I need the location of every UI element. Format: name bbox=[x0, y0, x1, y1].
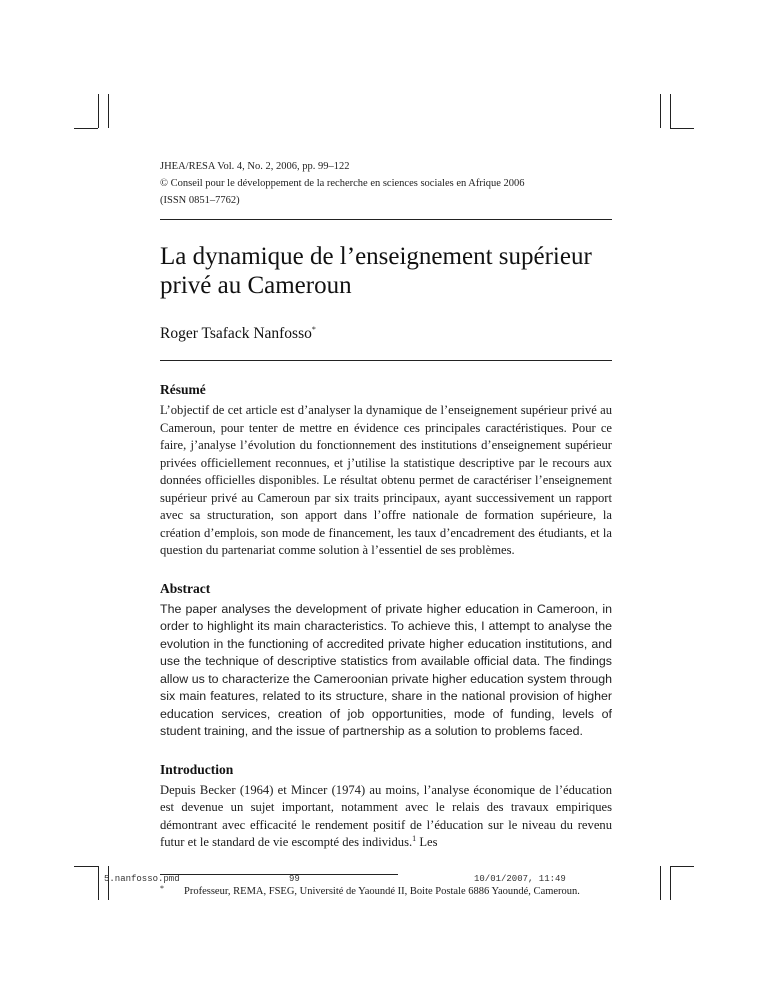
author-note-marker: * bbox=[311, 325, 316, 334]
crop-mark bbox=[670, 128, 694, 129]
footer-page-number: 99 bbox=[289, 874, 300, 884]
crop-mark bbox=[670, 94, 671, 128]
crop-mark bbox=[660, 866, 661, 900]
crop-mark bbox=[670, 866, 671, 900]
header-rule bbox=[160, 219, 612, 220]
footnote-ref: 1 bbox=[412, 833, 417, 843]
footnote-marker: * bbox=[160, 883, 164, 893]
crop-mark bbox=[670, 866, 694, 867]
introduction-tail: Les bbox=[416, 835, 438, 850]
journal-issn: (ISSN 0851–7762) bbox=[160, 195, 240, 206]
footer-filename: 5.nanfosso.pmd bbox=[104, 874, 180, 884]
crop-mark bbox=[98, 866, 99, 900]
footnote-rule bbox=[160, 874, 398, 875]
introduction-heading: Introduction bbox=[160, 761, 234, 777]
introduction-text bbox=[160, 782, 612, 852]
author-line bbox=[160, 325, 612, 343]
article-page bbox=[160, 158, 612, 899]
abstract-text: The paper analyses the development of private higher education in Cameroon, in order to highlight its main characteristics. To achieve this, I attempt to analyse the evolution in the functioning of accredited private higher education institutions, and use the technique of descriptive statistics from available official data. The findings allow us to characterize the Cameroonian private higher education system through six main features, related to its structure, share in the national provision of higher education services, creation of job opportunities, mode of funding, levels of student training, and the issue of partnership as a solution to problems faced. bbox=[160, 601, 612, 739]
introduction-paragraph: Depuis Becker (1964) et Mincer (1974) au moins, l’analyse économique de l’éducation est devenue un sujet important, notamment avec le relais des travaux empiriques démontrant avec efficacité le rendement positif de l’éducation sur le niveau du revenu futur et le standard de vie escompté des individus. bbox=[160, 782, 612, 850]
author-rule bbox=[160, 360, 612, 361]
crop-mark bbox=[660, 94, 661, 128]
footer-timestamp: 10/01/2007, 11:49 bbox=[474, 874, 566, 884]
crop-mark bbox=[108, 94, 109, 128]
author-name: Roger Tsafack Nanfosso bbox=[160, 325, 312, 343]
journal-citation: JHEA/RESA Vol. 4, No. 2, 2006, pp. 99–122 bbox=[160, 161, 350, 172]
crop-mark bbox=[74, 128, 98, 129]
resume-heading: Résumé bbox=[160, 382, 206, 398]
resume-text: L’objectif de cet article est d’analyser la dynamique de l’enseignement supérieur privé au Cameroun, pour tenter de mettre en évidence ces principales caractéristiques. Pour ce faire, j’analyse l’évolution du fonctionnement des institutions d’enseignement supérieur privées officiellement reconnues, et j’utilise la statistique descriptive par le recours aux données officielles disponibles. Le résultat obtenu permet de caractériser l’enseignement supérieur privé au Cameroun par six traits principaux, ayant successivement un rapport avec sa structuration, son apport dans l’offre nationale de formation supérieure, la création d’emplois, son mode de financement, les taux d’encadrement des étudiants, et la question du partenariat comme solution à l’essentiel de ses problèmes. bbox=[160, 403, 612, 558]
journal-header bbox=[160, 158, 612, 209]
journal-copyright: © Conseil pour le développement de la recherche en sciences sociales en Afrique 2006 bbox=[160, 178, 525, 189]
article-title: La dynamique de l’enseignement supérieur privé au Cameroun bbox=[160, 243, 592, 299]
crop-mark bbox=[74, 866, 98, 867]
crop-mark bbox=[98, 94, 99, 128]
footnote bbox=[160, 884, 612, 899]
footnote-text: Professeur, REMA, FSEG, Université de Yaoundé II, Boite Postale 6886 Yaoundé, Cameroun. bbox=[184, 885, 580, 897]
abstract-heading: Abstract bbox=[160, 580, 211, 596]
